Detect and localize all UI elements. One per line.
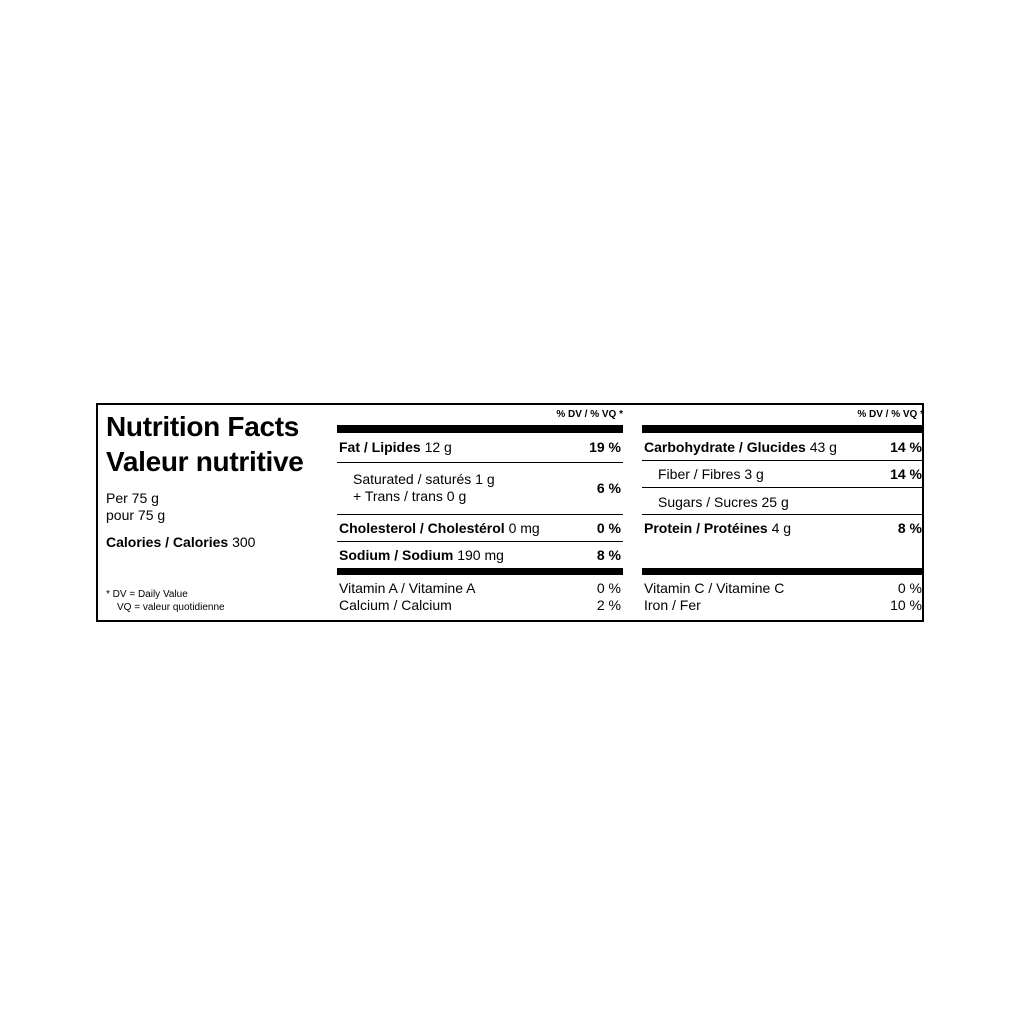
calories-value: 300 (232, 534, 256, 550)
cholesterol-row (339, 520, 540, 537)
fat-row (339, 439, 452, 456)
calcium-label: Calcium / Calcium (339, 597, 452, 613)
iron-label: Iron / Fer (644, 597, 701, 613)
protein-dv: 8 % (897, 520, 922, 536)
dv-header-right: % DV / % VQ * (857, 409, 924, 420)
divider (337, 514, 623, 515)
nutrition-facts-label (96, 403, 924, 622)
thick-rule (642, 568, 924, 575)
saturated-trans-dv: 6 % (596, 480, 621, 496)
divider (642, 487, 924, 488)
serving-size-french: pour 75 g (106, 507, 166, 523)
fat-amount: 12 g (424, 439, 452, 455)
fiber-dv: 14 % (890, 466, 922, 482)
sodium-row (339, 547, 504, 564)
vitamin-a-label: Vitamin A / Vitamine A (339, 580, 476, 596)
vitamin-a-dv: 0 % (596, 580, 621, 596)
calcium-dv: 2 % (596, 597, 621, 613)
calories-label: Calories / Calories (106, 534, 229, 550)
divider (337, 541, 623, 542)
fat-label: Fat / Lipides (339, 439, 421, 455)
dv-header-left: % DV / % VQ * (556, 409, 623, 420)
fat-dv: 19 % (589, 439, 621, 455)
carbohydrate-dv: 14 % (890, 439, 922, 455)
right-nutrient-column (642, 405, 924, 620)
divider (642, 460, 924, 461)
sodium-amount: 190 mg (457, 547, 504, 563)
title-french: Valeur nutritive (106, 446, 304, 477)
serving-size-english: Per 75 g (106, 490, 159, 506)
vitamin-c-dv: 0 % (897, 580, 922, 596)
vitamin-c-label: Vitamin C / Vitamine C (644, 580, 785, 596)
fiber-row: Fiber / Fibres 3 g (658, 466, 764, 482)
protein-label: Protein / Protéines (644, 520, 768, 536)
protein-row (644, 520, 791, 537)
cholesterol-label: Cholesterol / Cholestérol (339, 520, 505, 536)
cholesterol-dv: 0 % (596, 520, 621, 536)
carbohydrate-amount: 43 g (809, 439, 837, 455)
thick-rule (337, 568, 623, 575)
protein-amount: 4 g (771, 520, 792, 536)
divider (337, 462, 623, 463)
sodium-dv: 8 % (596, 547, 621, 563)
sugars-row: Sugars / Sucres 25 g (658, 494, 789, 510)
sodium-label: Sodium / Sodium (339, 547, 454, 563)
footnote-vq: VQ = valeur quotidienne (117, 602, 225, 613)
left-nutrient-column (337, 405, 623, 620)
calories-line (106, 534, 255, 551)
carbohydrate-label: Carbohydrate / Glucides (644, 439, 806, 455)
divider (642, 514, 924, 515)
thick-rule (337, 425, 623, 433)
iron-dv: 10 % (890, 597, 922, 613)
saturated-row: Saturated / saturés 1 g (353, 471, 495, 487)
footnote-dv: * DV = Daily Value (106, 589, 188, 600)
title-english: Nutrition Facts (106, 411, 300, 442)
trans-row: + Trans / trans 0 g (353, 488, 467, 504)
cholesterol-amount: 0 mg (508, 520, 540, 536)
thick-rule (642, 425, 924, 433)
carbohydrate-row (644, 439, 837, 456)
